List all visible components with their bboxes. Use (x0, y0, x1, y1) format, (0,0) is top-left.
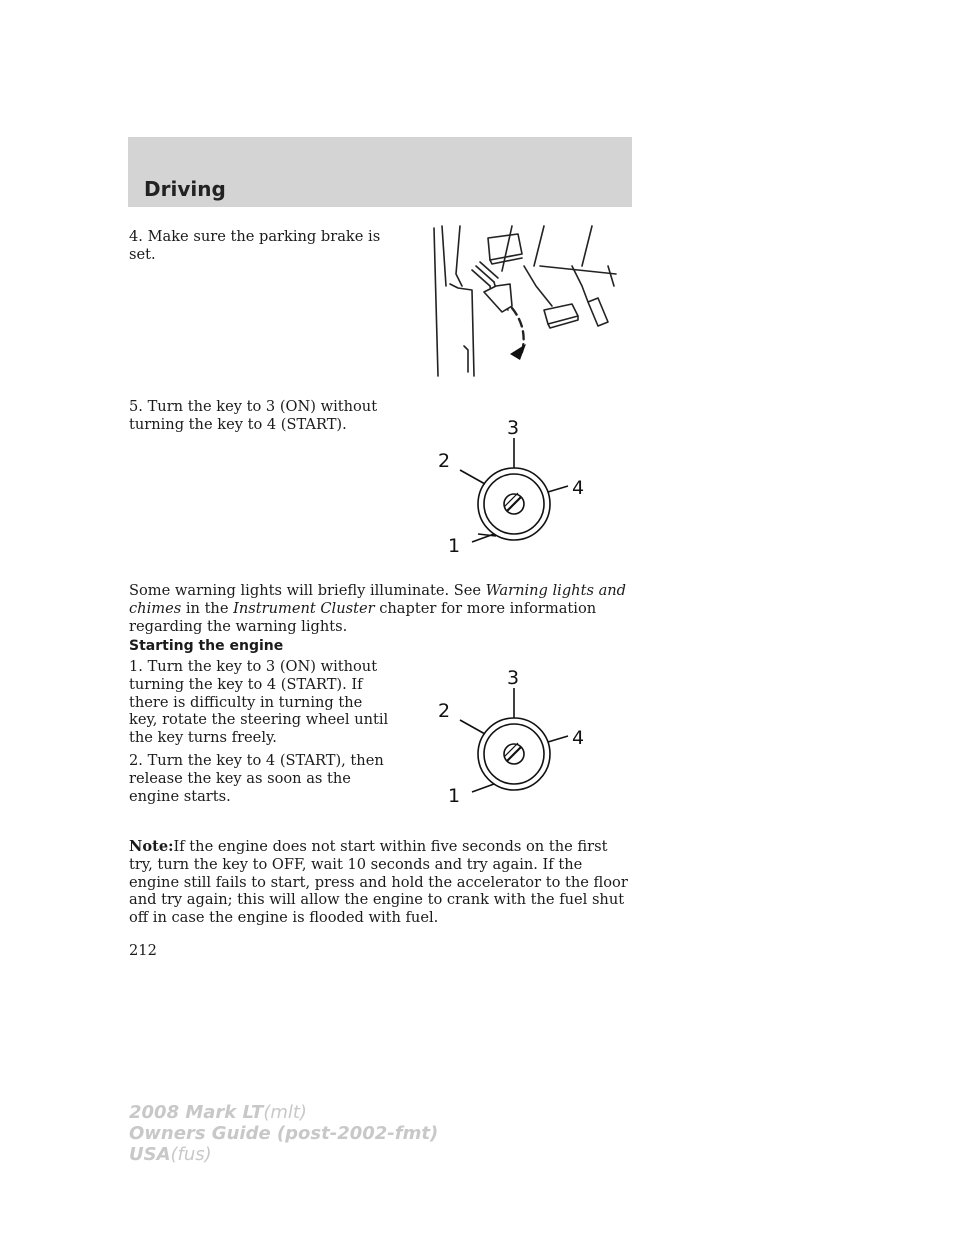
parking-brake-illustration (432, 226, 622, 386)
step-5-text: 5. Turn the key to 3 (ON) without turning the key to 4 (START). (129, 398, 378, 433)
dial-label-4: 4 (572, 477, 585, 499)
instrument-cluster-reference: Instrument Cluster (233, 599, 375, 617)
dial-label-2: 2 (438, 450, 451, 472)
dial-label-4: 4 (572, 727, 585, 749)
start-step-2-text: 2. Turn the key to 4 (START), then release the key as soon as the engine starts. (129, 752, 384, 805)
document-footer (129, 1102, 438, 1165)
dial-label-1: 1 (448, 535, 461, 557)
starting-engine-heading: Starting the engine (129, 638, 284, 654)
footer-region-code: (fus) (170, 1144, 212, 1165)
note-paragraph (129, 838, 634, 927)
warning-lights-reference: Warning lights and chimes (129, 582, 627, 617)
dial-label-3: 3 (507, 667, 520, 689)
warning-lights-paragraph (129, 582, 634, 635)
dial-label-2: 2 (438, 700, 451, 722)
start-step-1-text: 1. Turn the key to 3 (ON) without turning the key to 4 (START). If there is difficulty in turning the key, rotate the steering wheel until the key turns freely. (129, 658, 389, 747)
warning-text-lead: Some warning lights will briefly illuminate. See (129, 582, 482, 599)
dial-label-1: 1 (448, 785, 461, 807)
ignition-dial-illustration-2 (430, 662, 600, 822)
footer-model: 2008 Mark LT (129, 1102, 264, 1123)
page-number: 212 (129, 942, 157, 959)
footer-region: USA (129, 1144, 171, 1165)
note-label: Note: (129, 838, 174, 855)
step-4-text: 4. Make sure the parking brake is set. (129, 228, 381, 263)
footer-model-code: (mlt) (263, 1102, 307, 1123)
dial-label-3: 3 (507, 417, 520, 439)
warning-text-tail: chapter for more information regarding the warning lights. (129, 599, 597, 635)
note-text: If the engine does not start within five seconds on the first try, turn the key to OFF, wait 10 seconds and try again. If the engine still fails to start, press and hold the accelerator to the floor and try again; this will allow the engine to crank with the fuel shut off in case the engine is flooded with fuel. (129, 838, 628, 927)
section-title: Driving (144, 177, 226, 201)
section-header (128, 137, 632, 207)
warning-text-mid: in the (185, 599, 229, 617)
footer-guide: Owners Guide (post-2002-fmt) (129, 1123, 439, 1144)
ignition-dial-illustration (430, 412, 600, 572)
